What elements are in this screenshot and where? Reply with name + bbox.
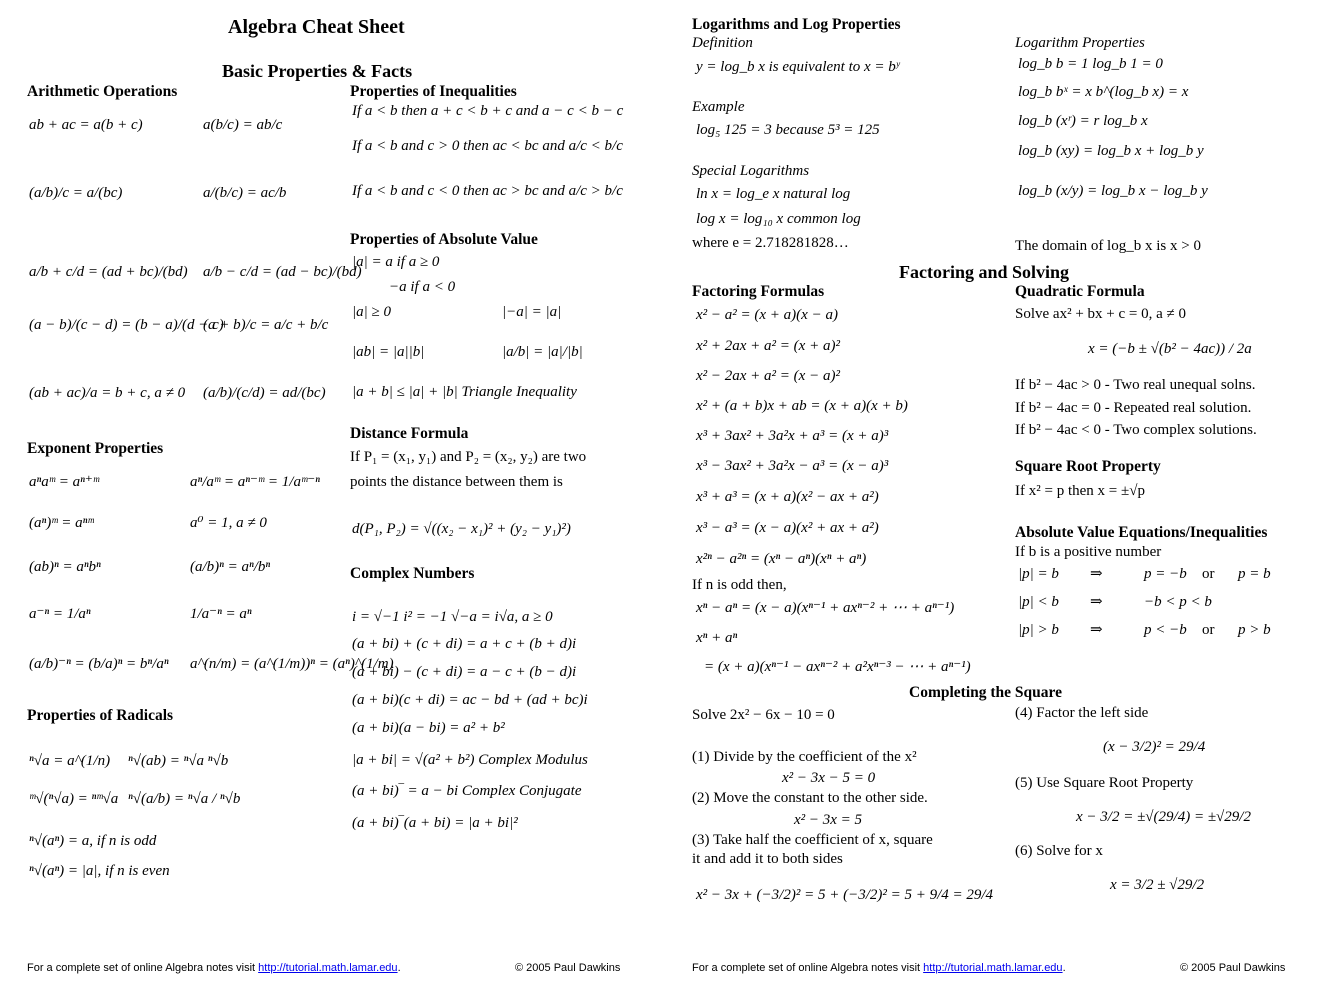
- formula: (a + bi)(a − bi) = a² + b²: [352, 720, 505, 736]
- absq-cell: p = −b: [1144, 566, 1187, 582]
- logs-props-label: Logarithm Properties: [1015, 35, 1145, 51]
- completing-step: (4) Factor the left side: [1015, 705, 1149, 721]
- quadratic-case: If b² − 4ac = 0 - Repeated real solution.: [1015, 400, 1252, 416]
- absq-cell: or: [1202, 566, 1215, 582]
- logs-def-label: Definition: [692, 35, 753, 51]
- formula: (ab)ⁿ = aⁿbⁿ: [29, 559, 101, 575]
- formula: (a + bi) + (c + di) = a + c + (b + d)i: [352, 636, 577, 652]
- formula: (a + bi)(c + di) = ac − bd + (ad + bc)i: [352, 692, 588, 708]
- distance-heading: Distance Formula: [350, 425, 469, 442]
- completing-step: it and add it to both sides: [692, 851, 843, 867]
- footer-copyright: © 2005 Paul Dawkins: [515, 962, 621, 974]
- absval-heading: Properties of Absolute Value: [350, 231, 538, 248]
- formula: ⁿ√(ab) = ⁿ√a ⁿ√b: [128, 753, 229, 769]
- absq-cell: or: [1202, 622, 1215, 638]
- absq-cell: p > b: [1238, 622, 1271, 638]
- distance-text: points the distance between them is: [350, 474, 563, 490]
- formula: log₅ 125 = 3 because 5³ = 125: [696, 122, 880, 138]
- logs-domain: The domain of log_b x is x > 0: [1015, 238, 1201, 254]
- sqrt-property-heading: Square Root Property: [1015, 458, 1161, 475]
- completing-solve: Solve 2x² − 6x − 10 = 0: [692, 707, 835, 723]
- formula: x² + 2ax + a² = (x + a)²: [696, 338, 840, 354]
- absq-cell: ⇒: [1090, 594, 1103, 610]
- formula: log x = log₁₀ x common log: [696, 211, 861, 227]
- formula: |a/b| = |a|/|b|: [502, 344, 583, 360]
- formula: (a + bi) − (c + di) = a − c + (b − d)i: [352, 664, 577, 680]
- formula: a/(b/c) = ac/b: [203, 185, 287, 201]
- formula: = (x + a)(xⁿ⁻¹ − axⁿ⁻² + a²xⁿ⁻³ − ⋯ + aⁿ⁻¹): [704, 659, 971, 675]
- formula: x − 3/2 = ±√(29/4) = ±√29/2: [1076, 809, 1251, 825]
- formula: y = log_b x is equivalent to x = bʸ: [696, 59, 900, 75]
- formula: a⁰ = 1, a ≠ 0: [190, 515, 267, 531]
- formula: (aⁿ)ᵐ = aⁿᵐ: [29, 515, 94, 531]
- formula: If a < b then a + c < b + c and a − c < b − c: [352, 103, 624, 119]
- formula: |−a| = |a|: [502, 304, 562, 320]
- factoring-heading: Factoring Formulas: [692, 283, 825, 300]
- formula: x = 3/2 ± √29/2: [1110, 877, 1205, 893]
- footer-right: [692, 962, 1066, 974]
- formula: |a| ≥ 0: [352, 304, 391, 320]
- formula: ⁿ√(a/b) = ⁿ√a / ⁿ√b: [128, 791, 241, 807]
- formula: (a/b)/c = a/(bc): [29, 185, 123, 201]
- completing-heading: Completing the Square: [909, 684, 1063, 701]
- formula: a/b + c/d = (ad + bc)/(bd): [29, 264, 188, 280]
- completing-step: (1) Divide by the coefficient of the x²: [692, 749, 917, 765]
- formula: x² + (a + b)x + ab = (x + a)(x + b): [696, 398, 908, 414]
- formula: xⁿ + aⁿ: [696, 630, 738, 646]
- distance-text: If P₁ = (x₁, y₁) and P₂ = (x₂, y₂) are two: [350, 449, 587, 465]
- absq-heading: Absolute Value Equations/Inequalities: [1015, 524, 1268, 541]
- completing-step: (3) Take half the coefficient of x, square: [692, 832, 933, 848]
- formula: ln x = log_e x natural log: [696, 186, 851, 202]
- formula: x = (−b ± √(b² − 4ac)) / 2a: [1088, 341, 1252, 357]
- formula: log_b (xʳ) = r log_b x: [1018, 113, 1148, 129]
- footer-link[interactable]: http://tutorial.math.lamar.edu: [923, 962, 1063, 974]
- formula: (a/b)⁻ⁿ = (b/a)ⁿ = bⁿ/aⁿ: [29, 656, 169, 672]
- absq-cell: ⇒: [1090, 622, 1103, 638]
- absq-cell: −b < p < b: [1144, 594, 1212, 610]
- formula: 1/a⁻ⁿ = aⁿ: [190, 606, 252, 622]
- footer-link[interactable]: http://tutorial.math.lamar.edu: [258, 962, 398, 974]
- formula: If a < b and c < 0 then ac > bc and a/c > b/c: [352, 183, 623, 199]
- formula: |ab| = |a||b|: [352, 344, 425, 360]
- absq-cell: p = b: [1238, 566, 1271, 582]
- formula: x³ − a³ = (x − a)(x² + ax + a²): [696, 520, 879, 536]
- exponent-heading: Exponent Properties: [27, 440, 164, 457]
- formula: x² − 3x + (−3/2)² = 5 + (−3/2)² = 5 + 9/4 = 29/4: [696, 887, 994, 903]
- inequalities-heading: Properties of Inequalities: [350, 83, 517, 100]
- formula: x² − 2ax + a² = (x − a)²: [696, 368, 840, 384]
- quadratic-heading: Quadratic Formula: [1015, 283, 1145, 300]
- logs-example-label: Example: [692, 99, 745, 115]
- absq-intro: If b is a positive number: [1015, 544, 1162, 560]
- formula: a^(n/m) = (a^(1/m))ⁿ = (aⁿ)^(1/m): [190, 656, 394, 672]
- footer-copyright: © 2005 Paul Dawkins: [1180, 962, 1286, 974]
- footer-dot: .: [1062, 962, 1066, 974]
- formula: |a| = a if a ≥ 0: [352, 254, 440, 270]
- formula: If a < b and c > 0 then ac < bc and a/c < b/c: [352, 138, 623, 154]
- factoring-odd: If n is odd then,: [692, 577, 787, 593]
- formula: xⁿ − aⁿ = (x − a)(xⁿ⁻¹ + axⁿ⁻² + ⋯ + aⁿ⁻¹): [696, 600, 955, 616]
- completing-step: (5) Use Square Root Property: [1015, 775, 1194, 791]
- formula: x³ − 3ax² + 3a²x − a³ = (x − a)³: [696, 458, 889, 474]
- formula: −a if a < 0: [389, 279, 456, 295]
- formula: ab + ac = a(b + c): [29, 117, 143, 133]
- formula: (x − 3/2)² = 29/4: [1103, 739, 1206, 755]
- footer-left: [27, 962, 401, 974]
- formula: (a/b)/(c/d) = ad/(bc): [203, 385, 326, 401]
- basic-properties-title: Basic Properties & Facts: [222, 61, 413, 81]
- formula: log_b (x/y) = log_b x − log_b y: [1018, 183, 1208, 199]
- page-title: Algebra Cheat Sheet: [228, 16, 405, 38]
- formula: a(b/c) = ab/c: [203, 117, 283, 133]
- quadratic-solve: Solve ax² + bx + c = 0, a ≠ 0: [1015, 306, 1186, 322]
- formula: (a + bi)‾(a + bi) = |a + bi|²: [352, 815, 518, 831]
- absq-cell: |p| < b: [1018, 594, 1059, 610]
- arithmetic-heading: Arithmetic Operations: [27, 83, 178, 100]
- formula: (a/b)ⁿ = aⁿ/bⁿ: [190, 559, 271, 575]
- absq-cell: ⇒: [1090, 566, 1103, 582]
- formula: log_b b = 1 log_b 1 = 0: [1018, 56, 1163, 72]
- quadratic-case: If b² − 4ac > 0 - Two real unequal solns.: [1015, 377, 1256, 393]
- absq-cell: |p| > b: [1018, 622, 1059, 638]
- absq-cell: p < −b: [1144, 622, 1187, 638]
- formula: x² − 3x = 5: [794, 812, 863, 828]
- radicals-heading: Properties of Radicals: [27, 707, 174, 724]
- formula: i = √−1 i² = −1 √−a = i√a, a ≥ 0: [352, 609, 553, 625]
- formula: d(P₁, P₂) = √((x₂ − x₁)² + (y₂ − y₁)²): [352, 521, 571, 537]
- formula: x³ + 3ax² + 3a²x + a³ = (x + a)³: [696, 428, 889, 444]
- formula: ⁿ√(aⁿ) = |a|, if n is even: [29, 863, 170, 879]
- formula: ⁿ√(aⁿ) = a, if n is odd: [29, 833, 157, 849]
- formula: ⁿ√a = a^(1/n): [29, 753, 111, 769]
- formula: log_b (xy) = log_b x + log_b y: [1018, 143, 1204, 159]
- sqrt-property-text: If x² = p then x = ±√p: [1015, 483, 1145, 499]
- quadratic-case: If b² − 4ac < 0 - Two complex solutions.: [1015, 422, 1257, 438]
- formula: (a + b)/c = a/c + b/c: [203, 317, 329, 333]
- factoring-solving-title: Factoring and Solving: [899, 262, 1070, 282]
- completing-step: (6) Solve for x: [1015, 843, 1103, 859]
- footer-dot: .: [397, 962, 401, 974]
- absq-cell: |p| = b: [1018, 566, 1059, 582]
- footer-text: For a complete set of online Algebra notes visit: [27, 962, 256, 974]
- complex-heading: Complex Numbers: [350, 565, 475, 582]
- formula: x² − a² = (x + a)(x − a): [696, 307, 838, 323]
- formula: a/b − c/d = (ad − bc)/(bd): [203, 264, 362, 280]
- footer-text: For a complete set of online Algebra notes visit: [692, 962, 921, 974]
- formula: log_b bˣ = x b^(log_b x) = x: [1018, 84, 1189, 100]
- formula: x² − 3x − 5 = 0: [782, 770, 876, 786]
- formula: (a + bi)‾ = a − bi Complex Conjugate: [352, 783, 582, 799]
- logs-heading: Logarithms and Log Properties: [692, 16, 901, 33]
- formula: (ab + ac)/a = b + c, a ≠ 0: [29, 385, 186, 401]
- logs-special-label: Special Logarithms: [692, 163, 810, 179]
- logs-where: where e = 2.718281828…: [692, 235, 849, 251]
- completing-step: (2) Move the constant to the other side.: [692, 790, 928, 806]
- formula: ᵐ√(ⁿ√a) = ⁿᵐ√a: [29, 791, 119, 807]
- formula: aⁿ/aᵐ = aⁿ⁻ᵐ = 1/aᵐ⁻ⁿ: [190, 474, 320, 490]
- formula: (a − b)/(c − d) = (b − a)/(d − c): [29, 317, 224, 333]
- formula: |a + bi| = √(a² + b²) Complex Modulus: [352, 752, 588, 768]
- formula: x³ + a³ = (x + a)(x² − ax + a²): [696, 489, 879, 505]
- formula: a⁻ⁿ = 1/aⁿ: [29, 606, 91, 622]
- formula: |a + b| ≤ |a| + |b| Triangle Inequality: [352, 384, 577, 400]
- formula: x²ⁿ − a²ⁿ = (xⁿ − aⁿ)(xⁿ + aⁿ): [696, 551, 867, 567]
- formula: aⁿaᵐ = aⁿ⁺ᵐ: [29, 474, 99, 490]
